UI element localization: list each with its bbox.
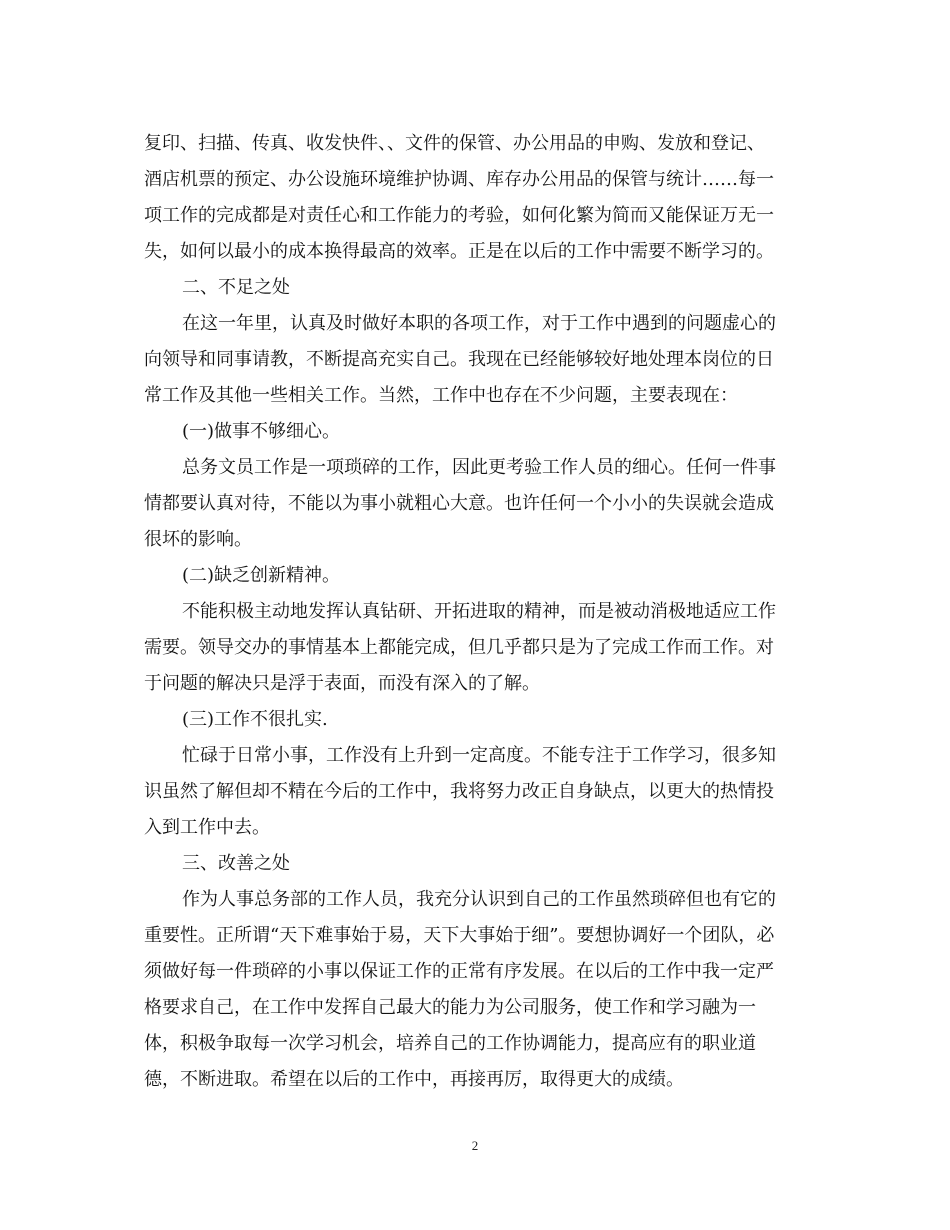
text-line: 格要求自己，在工作中发挥自己最大的能力为公司服务，使工作和学习融为一: [144, 997, 756, 1018]
text-line: 三、改善之处: [182, 853, 290, 874]
text-line: 需要。领导交办的事情基本上都能完成，但几乎都只是为了完成工作而工作。对: [144, 637, 774, 658]
text-line: 作为人事总务部的工作人员，我充分认识到自己的工作虽然琐碎但也有它的: [182, 889, 776, 910]
text-line: 德，不断进取。希望在以后的工作中，再接再厉，取得更大的成绩。: [144, 1069, 684, 1090]
text-line: 总务文员工作是一项琐碎的工作，因此更考验工作人员的细心。任何一件事: [182, 457, 776, 478]
text-line: 重要性。正所谓“天下难事始于易，天下大事始于细”。要想协调好一个团队，必: [144, 925, 775, 946]
text-line: 项工作的完成都是对责任心和工作能力的考验，如何化繁为简而又能保证万无一: [144, 205, 774, 226]
text-line: 于问题的解决只是浮于表面，而没有深入的了解。: [144, 673, 540, 694]
text-line: 酒店机票的预定、办公设施环境维护协调、库存办公用品的保管与统计……每一: [144, 169, 774, 190]
text-line: 很坏的影响。: [144, 529, 252, 550]
text-line: 须做好每一件琐碎的小事以保证工作的正常有序发展。在以后的工作中我一定严: [144, 961, 774, 982]
text-line: 识虽然了解但却不精在今后的工作中，我将努力改正自身缺点，以更大的热情投: [144, 781, 774, 802]
text-line: 忙碌于日常小事，工作没有上升到一定高度。不能专注于工作学习，很多知: [182, 745, 776, 766]
text-line: 情都要认真对待，不能以为事小就粗心大意。也许任何一个小小的失误就会造成: [144, 493, 774, 514]
text-line: 二、不足之处: [182, 277, 290, 298]
text-line: 体，积极争取每一次学习机会，培养自己的工作协调能力，提高应有的职业道: [144, 1033, 756, 1054]
text-line: (二)缺乏创新精神。: [182, 565, 341, 586]
text-line: 失，如何以最小的成本换得最高的效率。正是在以后的工作中需要不断学习的。: [144, 241, 774, 262]
text-line: 复印、扫描、传真、收发快件、、文件的保管、办公用品的申购、发放和登记、: [144, 133, 765, 154]
text-line: (三)工作不很扎实.: [182, 709, 328, 730]
page-number: 2: [471, 1138, 479, 1153]
text-line: (一)做事不够细心。: [182, 421, 341, 442]
text-line: 入到工作中去。: [144, 817, 270, 838]
text-line: 在这一年里，认真及时做好本职的各项工作，对于工作中遇到的问题虚心的: [182, 313, 776, 334]
text-line: 常工作及其他一些相关工作。当然，工作中也存在不少问题，主要表现在：: [144, 385, 738, 406]
document-body: [144, 126, 804, 1098]
text-line: 向领导和同事请教，不断提高充实自己。我现在已经能够较好地处理本岗位的日: [144, 349, 774, 370]
text-line: 不能积极主动地发挥认真钻研、开拓进取的精神，而是被动消极地适应工作: [182, 601, 776, 622]
